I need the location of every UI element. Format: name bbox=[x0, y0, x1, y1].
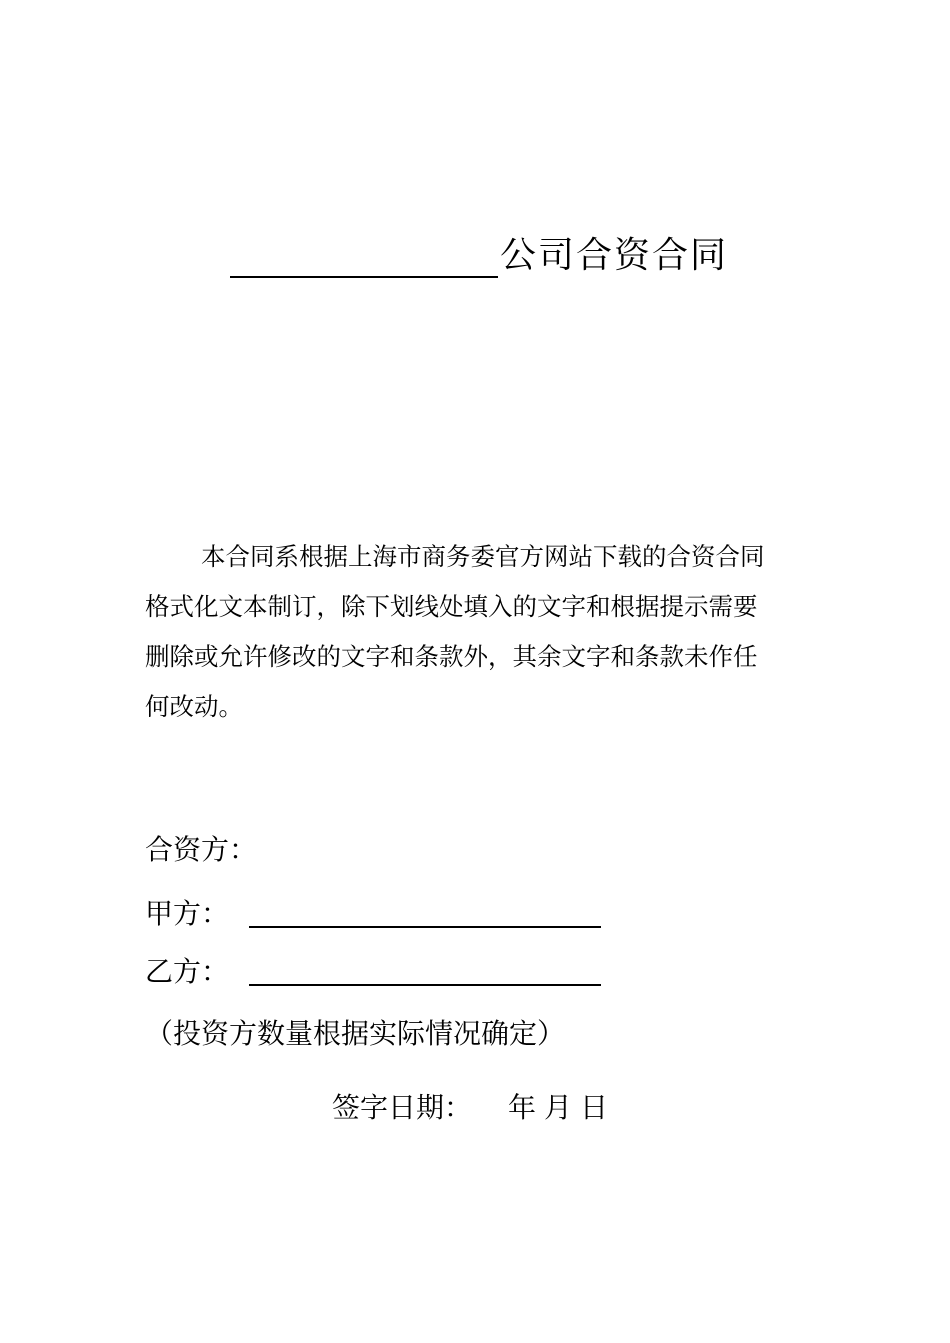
signature-date bbox=[332, 1086, 608, 1130]
company-name-blank[interactable] bbox=[230, 236, 498, 278]
party-a-row bbox=[145, 892, 601, 936]
party-b-row bbox=[145, 950, 601, 994]
party-b-blank[interactable] bbox=[249, 954, 601, 986]
contract-title bbox=[230, 228, 728, 278]
day-unit: 日 bbox=[580, 1091, 609, 1124]
party-a-blank[interactable] bbox=[249, 896, 601, 928]
party-a-label: 甲方： bbox=[145, 897, 230, 930]
month-unit: 月 bbox=[544, 1091, 573, 1124]
intro-paragraph: 本合同系根据上海市商务委官方网站下载的合资合同格式化文本制订，除下划线处填入的文字和根据提示需要删除或允许修改的文字和条款外，其余文字和条款未作任何改动。 bbox=[145, 542, 765, 721]
investor-count-note: （投资方数量根据实际情况确定） bbox=[145, 1017, 566, 1050]
title-suffix: 公司合资合同 bbox=[500, 235, 729, 276]
parties-heading: 合资方： bbox=[145, 833, 258, 866]
party-b-label: 乙方： bbox=[145, 955, 230, 988]
year-unit: 年 bbox=[508, 1091, 537, 1124]
signature-date-label: 签字日期： bbox=[332, 1091, 473, 1124]
